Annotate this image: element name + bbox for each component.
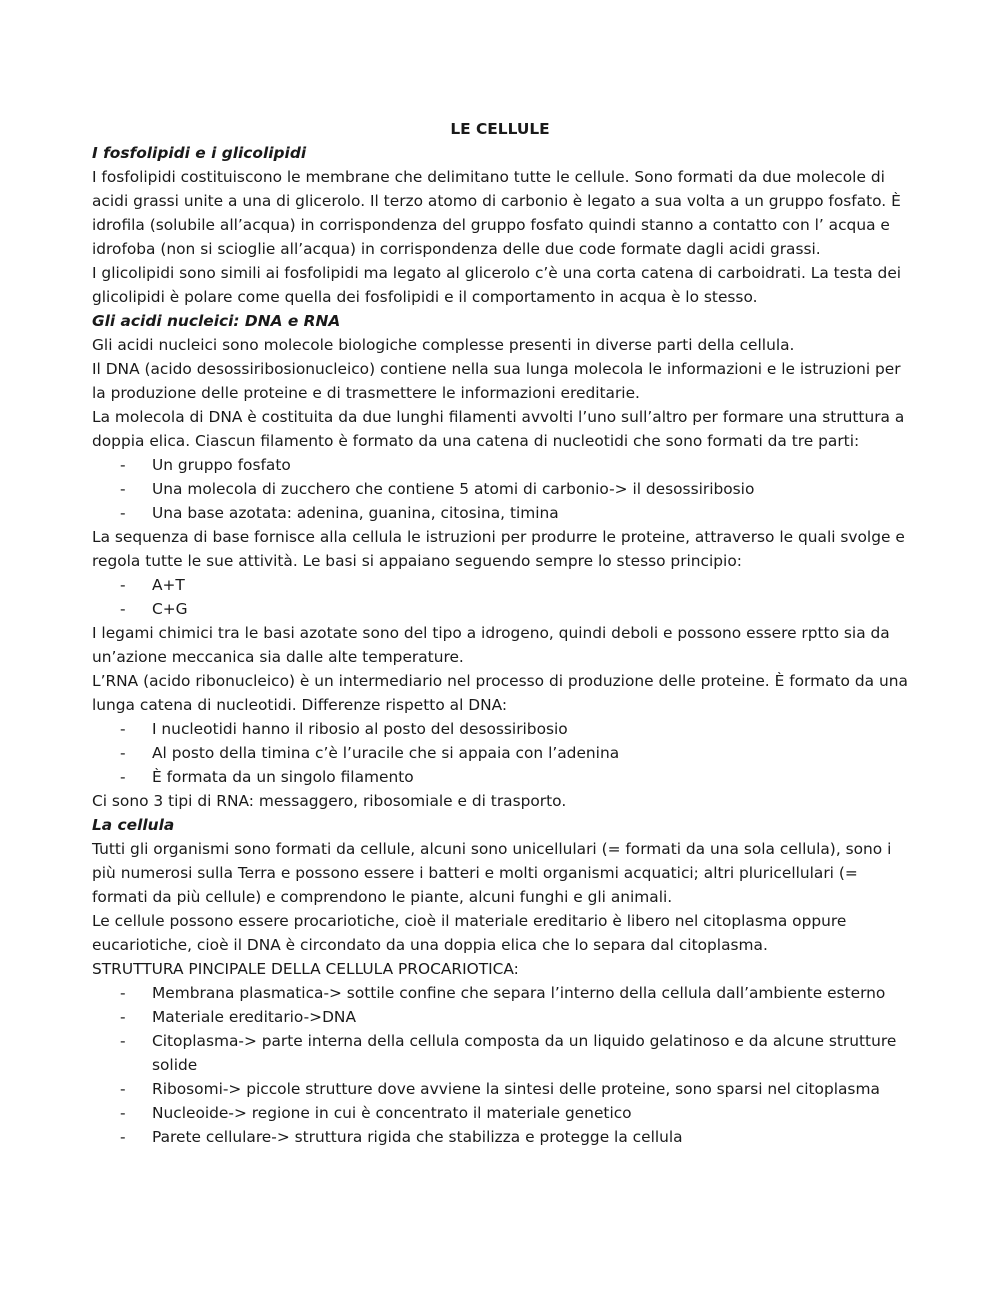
list-item <box>92 1101 908 1125</box>
dash-bullet-icon: - <box>120 600 126 618</box>
bullet-list <box>92 981 908 1149</box>
dash-bullet-icon: - <box>120 1128 126 1146</box>
section-heading: La cellula <box>92 816 175 834</box>
bullet-list <box>92 717 908 789</box>
list-item-text: Una molecola di zucchero che contiene 5 atomi di carbonio-> il desossiribosio <box>152 480 755 498</box>
list-item <box>92 717 908 741</box>
paragraph: I glicolipidi sono simili ai fosfolipidi ma legato al glicerolo c’è una corta catena di carboidrati. La testa dei glicolipidi è polare come quella dei fosfolipidi e il comportamento in acqua è lo stesso. <box>92 264 902 306</box>
paragraph: L’RNA (acido ribonucleico) è un intermediario nel processo di produzione delle proteine. È formato da una lunga catena di nucleotidi. Differenze rispetto al DNA: <box>92 672 908 714</box>
list-item-text: Nucleoide-> regione in cui è concentrato il materiale genetico <box>152 1104 632 1122</box>
dash-bullet-icon: - <box>120 504 126 522</box>
dash-bullet-icon: - <box>120 768 126 786</box>
list-item-text: Una base azotata: adenina, guanina, citosina, timina <box>152 504 559 522</box>
dash-bullet-icon: - <box>120 1104 126 1122</box>
dash-bullet-icon: - <box>120 744 126 762</box>
list-item <box>92 453 908 477</box>
list-item <box>92 981 908 1005</box>
dash-bullet-icon: - <box>120 480 126 498</box>
list-item-text: Parete cellulare-> struttura rigida che stabilizza e protegge la cellula <box>152 1128 683 1146</box>
list-item-text: È formata da un singolo filamento <box>152 768 414 786</box>
document-title: LE CELLULE <box>450 120 550 138</box>
paragraph: Tutti gli organismi sono formati da cellule, alcuni sono unicellulari (= formati da una sola cellula), sono i più numerosi sulla Terra e possono essere i batteri e molti organismi acquatici; altri pluricellulari (= formati da più cellule) e comprendono le piante, alcuni funghi e gli animali. <box>92 840 892 906</box>
list-item-text: C+G <box>152 600 188 618</box>
list-item <box>92 573 908 597</box>
list-item-text: Membrana plasmatica-> sottile confine che separa l’interno della cellula dall’ambiente esterno <box>152 984 886 1002</box>
paragraph: La sequenza di base fornisce alla cellula le istruzioni per produrre le proteine, attraverso le quali svolge e regola tutte le sue attività. Le basi si appaiano seguendo sempre lo stesso principio: <box>92 528 905 570</box>
list-item <box>92 741 908 765</box>
list-item-text: Ribosomi-> piccole strutture dove avviene la sintesi delle proteine, sono sparsi nel citoplasma <box>152 1080 880 1098</box>
paragraph: I fosfolipidi costituiscono le membrane che delimitano tutte le cellule. Sono formati da due molecole di acidi grassi unite a una di glicerolo. Il terzo atomo di carbonio è legato a sua volta a un gruppo fosfato. È idrofila (solubile all’acqua) in corrispondenza del gruppo fosfato quindi stanno a contatto con l’ acqua e idrofoba (non si scioglie all’acqua) in corrispondenza delle due code formate dagli acidi grassi. <box>92 168 901 258</box>
dash-bullet-icon: - <box>120 1008 126 1026</box>
document-body <box>92 141 908 1149</box>
paragraph: I legami chimici tra le basi azotate sono del tipo a idrogeno, quindi deboli e possono essere rptto sia da un’azione meccanica sia dalle alte temperature. <box>92 624 890 666</box>
paragraph: STRUTTURA PINCIPALE DELLA CELLULA PROCARIOTICA: <box>92 960 519 978</box>
list-item <box>92 765 908 789</box>
paragraph: Ci sono 3 tipi di RNA: messaggero, ribosomiale e di trasporto. <box>92 792 567 810</box>
bullet-list <box>92 453 908 525</box>
dash-bullet-icon: - <box>120 456 126 474</box>
list-item-text: Un gruppo fosfato <box>152 456 291 474</box>
list-item <box>92 1125 908 1149</box>
list-item-text: Materiale ereditario->DNA <box>152 1008 356 1026</box>
list-item <box>92 501 908 525</box>
paragraph: La molecola di DNA è costituita da due lunghi filamenti avvolti l’uno sull’altro per formare una struttura a doppia elica. Ciascun filamento è formato da una catena di nucleotidi che sono formati da tre parti: <box>92 408 905 450</box>
list-item <box>92 1005 908 1029</box>
dash-bullet-icon: - <box>120 1032 126 1050</box>
list-item-text: Al posto della timina c’è l’uracile che si appaia con l’adenina <box>152 744 620 762</box>
section-heading: Gli acidi nucleici: DNA e RNA <box>92 312 341 330</box>
document-page <box>92 117 908 1149</box>
dash-bullet-icon: - <box>120 576 126 594</box>
dash-bullet-icon: - <box>120 1080 126 1098</box>
dash-bullet-icon: - <box>120 720 126 738</box>
list-item-text: A+T <box>152 576 185 594</box>
paragraph: Il DNA (acido desossiribosionucleico) contiene nella sua lunga molecola le informazioni e le istruzioni per la produzione delle proteine e di trasmettere le informazioni ereditarie. <box>92 360 901 402</box>
paragraph: Gli acidi nucleici sono molecole biologiche complesse presenti in diverse parti della cellula. <box>92 336 795 354</box>
list-item <box>92 597 908 621</box>
list-item-text: I nucleotidi hanno il ribosio al posto del desossiribosio <box>152 720 568 738</box>
dash-bullet-icon: - <box>120 984 126 1002</box>
list-item <box>92 477 908 501</box>
bullet-list <box>92 573 908 621</box>
list-item-text: Citoplasma-> parte interna della cellula composta da un liquido gelatinoso e da alcune strutture solide <box>152 1032 897 1074</box>
list-item <box>92 1077 908 1101</box>
list-item <box>92 1029 908 1077</box>
section-heading: I fosfolipidi e i glicolipidi <box>92 144 307 162</box>
paragraph: Le cellule possono essere procariotiche, cioè il materiale ereditario è libero nel citoplasma oppure eucariotiche, cioè il DNA è circondato da una doppia elica che lo separa dal citoplasma. <box>92 912 847 954</box>
